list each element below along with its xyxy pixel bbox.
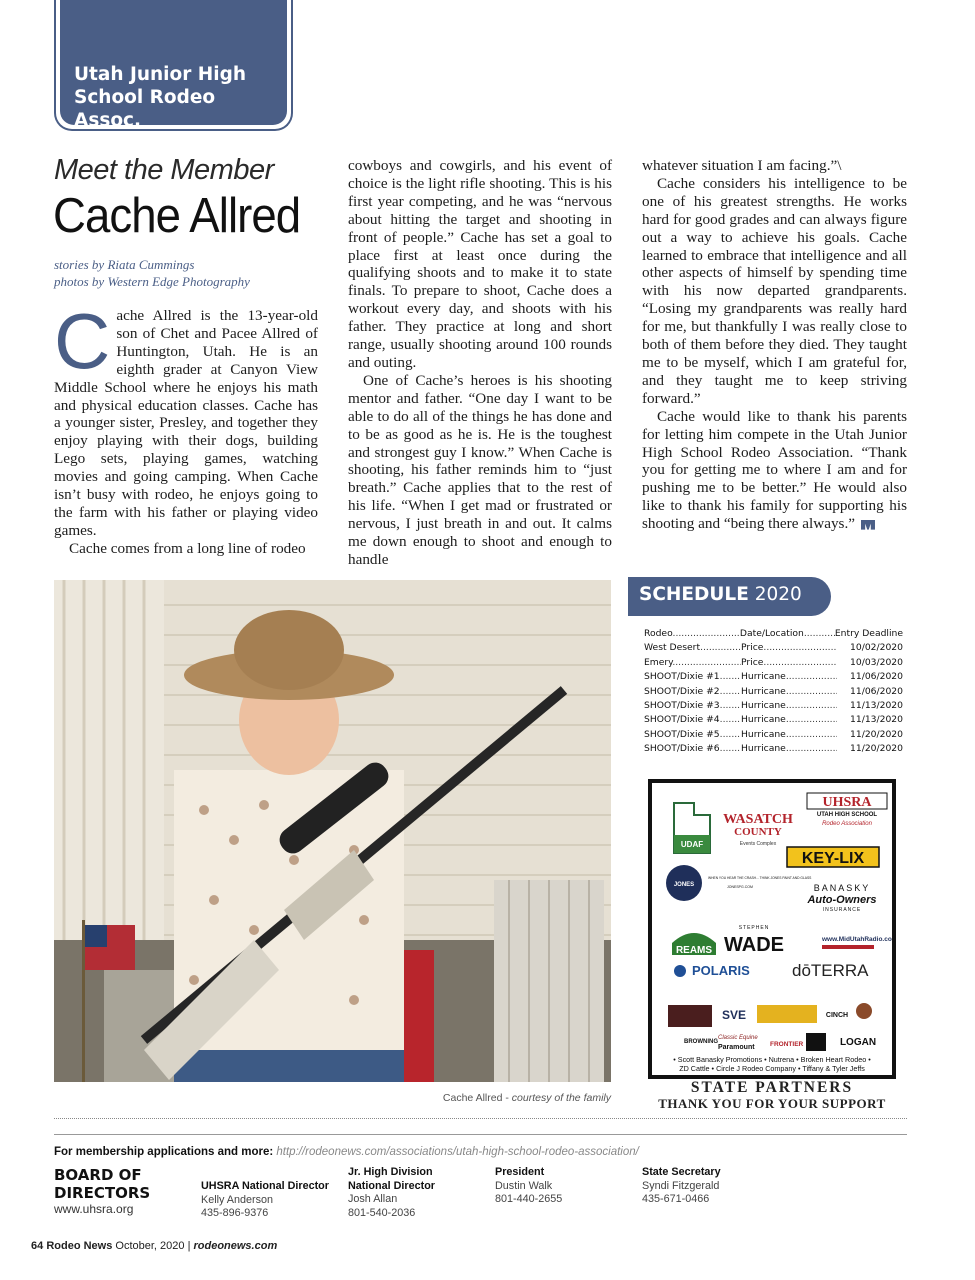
schedule-location: Hurricane ..... xyxy=(741,685,837,699)
svg-text:Rodeo Association: Rodeo Association xyxy=(822,821,872,827)
svg-text:UTAH HIGH SCHOOL: UTAH HIGH SCHOOL xyxy=(816,812,878,818)
article-paragraph-2-start: Cache comes from a long line of rodeo xyxy=(69,539,306,557)
caption-credit: courtesy of the family xyxy=(511,1092,611,1104)
schedule-rodeo: SHOOT/Dixie #3 ..... xyxy=(644,699,741,713)
caption-separator: - xyxy=(502,1092,512,1104)
svg-text:UDAF: UDAF xyxy=(680,840,704,849)
svg-text:REAMS: REAMS xyxy=(675,945,713,956)
svg-text:JONES: JONES xyxy=(673,882,695,888)
banasky-logo xyxy=(806,883,876,913)
footer-separator: | xyxy=(187,1240,194,1252)
schedule-rodeo: West Desert ..... xyxy=(644,641,741,655)
svg-text:INSURANCE: INSURANCE xyxy=(822,907,862,913)
dotted-divider xyxy=(54,1118,907,1119)
wasatch-logo xyxy=(723,812,793,847)
sponsor-logos xyxy=(648,779,896,1079)
member-name: Dustin Walk xyxy=(495,1179,553,1192)
schedule-rodeo: SHOOT/Dixie #4 ..... xyxy=(644,713,741,727)
state-partners xyxy=(648,1079,896,1112)
schedule-row xyxy=(644,670,903,684)
svg-text:JONESPG.COM: JONESPG.COM xyxy=(727,885,753,889)
schedule-rodeo: SHOOT/Dixie #6 ..... xyxy=(644,742,741,756)
uhsra-logo xyxy=(807,793,887,827)
svg-text:FRONTIER: FRONTIER xyxy=(770,1041,804,1048)
board-member xyxy=(201,1180,331,1221)
schedule-header-deadline: Entry Deadline xyxy=(834,628,903,639)
member-phone: 435-896-9376 xyxy=(201,1207,269,1219)
schedule-row xyxy=(644,728,903,742)
small-logos xyxy=(668,1003,876,1051)
photo-credit: photos by Western Edge Photography xyxy=(54,274,250,289)
kicker: Meet the Member xyxy=(54,154,274,186)
svg-text:COUNTY: COUNTY xyxy=(734,826,782,838)
member-name: Kelly Anderson xyxy=(201,1193,274,1206)
schedule-deadline: 11/13/2020 xyxy=(850,714,903,726)
paragraph-5-text: Cache would like to thank his parents for letting him compete in the Utah Junior High School Rodeo Association. “Thank you for getting me to where I am and for pushing me to be better.” He would also like to thank his family for supporting his shooting and “being there always.” xyxy=(642,407,907,533)
page-number: 64 xyxy=(31,1240,44,1252)
membership-line xyxy=(54,1146,639,1158)
association-name: Utah Junior High School Rodeo Assoc. xyxy=(60,0,287,125)
svg-text:POLARIS: POLARIS xyxy=(692,963,750,978)
schedule-heading xyxy=(628,577,831,616)
partners-thanks: THANK YOU FOR YOUR SUPPORT xyxy=(658,1096,886,1111)
board-title-line-2: DIRECTORS xyxy=(54,1184,151,1202)
polaris-logo xyxy=(674,963,750,978)
midutah-logo xyxy=(821,936,892,949)
article-column-2 xyxy=(348,157,612,569)
footer-site: rodeonews.com xyxy=(193,1240,278,1252)
board-title xyxy=(54,1166,150,1202)
schedule-deadline: 11/20/2020 xyxy=(850,728,903,740)
svg-text:KEY-LIX: KEY-LIX xyxy=(801,850,865,867)
reams-logo xyxy=(672,933,716,956)
schedule-location: Hurricane ..... xyxy=(741,699,837,713)
member-role: State Secretary xyxy=(642,1166,721,1178)
drop-cap: C xyxy=(54,297,111,385)
schedule-header-rodeo: Rodeo ..... xyxy=(644,627,740,641)
svg-text:dōTERRA: dōTERRA xyxy=(792,961,869,980)
svg-text:Auto-Owners: Auto-Owners xyxy=(807,894,877,906)
board-website[interactable]: www.uhsra.org xyxy=(54,1202,134,1216)
association-tab xyxy=(54,0,293,131)
sponsor-text-line-2: ZD Cattle • Circle J Rodeo Company • Tiffany & Tyler Jeffs xyxy=(679,1064,865,1073)
board-member xyxy=(495,1166,625,1207)
board-member xyxy=(642,1166,782,1207)
schedule-title: SCHEDULE xyxy=(639,584,749,605)
caption-name: Cache Allred xyxy=(442,1092,503,1104)
article-paragraph-5 xyxy=(642,408,907,533)
article-paragraph-4: Cache considers his intelligence to be one of his greatest strengths. He works hard for good grades and can always figure out a way to achieve his goals. Cache learned to embrace that intelligence and all other aspects of himself by spending time with his now departed grandparents. “Losing my grandparents was really hard for me, but thankfully I was really close to both of them before they died. They taught me to be myself, which I am grateful for, and they taught me to keep striving forward.” xyxy=(642,174,907,407)
article-column-3 xyxy=(642,157,907,533)
svg-text:BANASKY: BANASKY xyxy=(813,883,871,893)
svg-text:Paramount: Paramount xyxy=(718,1044,755,1051)
member-photo xyxy=(54,580,611,1082)
svg-text:CINCH: CINCH xyxy=(825,1012,849,1019)
schedule-deadline: 11/13/2020 xyxy=(850,700,903,712)
story-credit: stories by Riata Cummings xyxy=(54,257,195,272)
member-name: Josh Allan xyxy=(348,1193,398,1205)
schedule-location: Hurricane ..... xyxy=(741,728,837,742)
wade-logo xyxy=(724,925,784,956)
svg-text:UHSRA: UHSRA xyxy=(822,795,872,810)
schedule-row xyxy=(644,641,903,655)
svg-text:BROWNING: BROWNING xyxy=(684,1039,718,1045)
schedule-deadline: 10/02/2020 xyxy=(850,642,903,654)
solid-divider xyxy=(54,1134,907,1135)
svg-text:WADE: WADE xyxy=(724,934,784,956)
schedule-year: 2020 xyxy=(748,584,802,605)
schedule-rodeo: SHOOT/Dixie #5 ..... xyxy=(644,728,741,742)
svg-text:Events Complex: Events Complex xyxy=(739,841,777,847)
svg-text:Classic Equine: Classic Equine xyxy=(718,1035,758,1041)
schedule-location: Hurricane ..... xyxy=(741,713,837,727)
schedule-header-row xyxy=(644,627,903,641)
svg-text:WASATCH: WASATCH xyxy=(723,812,793,827)
svg-text:WHEN YOU HEAR THE CRASH... THI: WHEN YOU HEAR THE CRASH... THINK JONES PAINT AND GLASS xyxy=(708,876,812,880)
schedule-table xyxy=(644,627,903,757)
keylix-logo xyxy=(787,847,879,867)
photo-caption xyxy=(54,1092,611,1104)
svg-text:SVE: SVE xyxy=(722,1008,747,1022)
end-mark-icon xyxy=(861,520,875,530)
board-title-line-1: BOARD OF xyxy=(54,1166,142,1184)
schedule-row xyxy=(644,656,903,670)
member-name: Syndi Fitzgerald xyxy=(642,1179,720,1192)
schedule-deadline: 11/20/2020 xyxy=(850,743,903,755)
doterra-logo xyxy=(792,961,869,980)
schedule-rodeo: SHOOT/Dixie #2 ..... xyxy=(644,685,741,699)
member-phone: 801-440-2655 xyxy=(495,1193,563,1205)
schedule-row xyxy=(644,699,903,713)
member-role: President xyxy=(495,1166,545,1178)
schedule-deadline: 11/06/2020 xyxy=(850,685,903,697)
member-phone: 801-540-2036 xyxy=(348,1206,416,1219)
schedule-deadline: 10/03/2020 xyxy=(850,656,903,668)
article-paragraph-3-cont: whatever situation I am facing.”\ xyxy=(642,157,842,174)
membership-label: For membership applications and more: xyxy=(54,1146,274,1158)
schedule-header-location: Date/Location ..... xyxy=(740,627,835,641)
member-phone: 435-671-0466 xyxy=(642,1193,710,1205)
schedule-deadline: 11/06/2020 xyxy=(850,671,903,683)
membership-link[interactable]: http://rodeonews.com/associations/utah-high-school-rodeo-association/ xyxy=(276,1146,639,1158)
article-paragraph-3: One of Cache’s heroes is his shooting mentor and father. “One day I want to be able to do all of the things he has done and to be as good as he is. He is the toughest and strongest guy I know.” When Cache is shooting, his father reminds him to “just breath.” Cache applies that to the rest of his life. “When I get mad or frustrated or nervous, I just breath in and out. It calms me down enough to shoot and enough to handle xyxy=(348,371,612,568)
sponsor-text-line-1: • Scott Banasky Promotions • Nutrena • Broken Heart Rodeo • xyxy=(673,1055,871,1064)
schedule-row xyxy=(644,713,903,727)
page-footer xyxy=(31,1240,277,1252)
issue-date: October, 2020 xyxy=(115,1240,185,1252)
schedule-location: Price ..... xyxy=(741,641,837,655)
schedule-rodeo: Emery ..... xyxy=(644,656,741,670)
svg-text:www.MidUtahRadio.com: www.MidUtahRadio.com xyxy=(822,936,892,943)
board-member xyxy=(348,1166,473,1220)
article-paragraph-1 xyxy=(54,297,318,540)
paragraph-1-text: ache Allred is the 13-year-old son of Chet and Pacee Allred of Huntington, Utah. He is an eighth grader at Canyon View Middle School where he enjoys his math and physical education classes. Cache has a younger sister, Presley, and together they enjoy playing with their dogs, building Lego sets, playing games, watching movies and going camping. When Cache isn’t busy with rodeo, he enjoys going to the farm with his father or playing video games. xyxy=(54,307,318,539)
jones-logo xyxy=(666,865,812,901)
schedule-row xyxy=(644,685,903,699)
credits xyxy=(54,256,250,290)
partners-title: STATE PARTNERS xyxy=(690,1079,854,1096)
svg-text:STEPHEN: STEPHEN xyxy=(738,925,770,931)
schedule-row xyxy=(644,742,903,756)
member-role: Jr. High Division National Director xyxy=(348,1166,435,1192)
schedule-location: Hurricane ..... xyxy=(741,670,837,684)
article-column-1 xyxy=(54,297,318,558)
schedule-rodeo: SHOOT/Dixie #1 ..... xyxy=(644,670,741,684)
headline: Cache Allred xyxy=(53,189,301,243)
article-paragraph-2-cont: cowboys and cowgirls, and his event of choice is the light rifle shooting. This is his first year competing, and he was “nervous about hitting the target and shooting in front of people.” Cache has set a goal to place first at least once during the qualifying shoots and to make it to state finals. To prepare to shoot, Cache does a workout every day, and shoots with his father. They practice at long and short range, usually shooting around 100 rounds and outing. xyxy=(348,157,612,371)
svg-text:LOGAN: LOGAN xyxy=(839,1037,877,1048)
schedule-location: Price ..... xyxy=(741,656,837,670)
publication-name: Rodeo News xyxy=(46,1240,113,1252)
schedule-location: Hurricane ..... xyxy=(741,742,837,756)
udaf-logo xyxy=(674,803,710,853)
member-role: UHSRA National Director xyxy=(201,1180,329,1192)
